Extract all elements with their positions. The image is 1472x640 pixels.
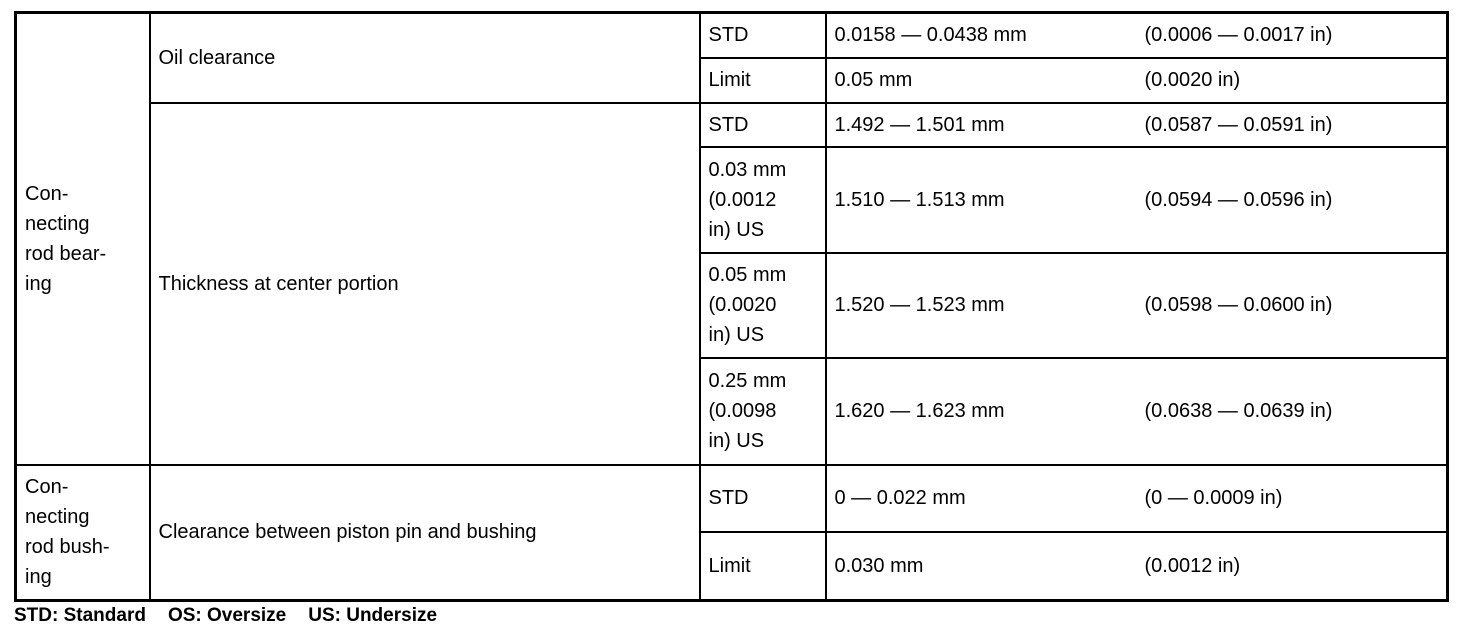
spec-pin-bushing-clearance: Clearance between piston pin and bushing <box>150 465 700 601</box>
condition-cell: 0.25 mm (0.0098 in) US <box>700 358 826 465</box>
spec-oil-clearance: Oil clearance <box>150 13 700 103</box>
condition-cell: STD <box>700 103 826 147</box>
table-row <box>16 465 1448 532</box>
imperial-value: (0.0587 — 0.0591 in) <box>1144 113 1333 136</box>
imperial-value: (0.0598 — 0.0600 in) <box>1144 294 1333 316</box>
metric-value: 0.0158 — 0.0438 mm <box>834 24 1027 47</box>
condition-cell: Limit <box>700 58 826 103</box>
table-row <box>16 13 1448 58</box>
metric-value: 1.492 — 1.501 mm <box>834 113 1005 136</box>
condition-cell: STD <box>700 465 826 532</box>
legend-os: OS: Oversize <box>167 605 287 626</box>
imperial-value: (0.0006 — 0.0017 in) <box>1144 24 1333 47</box>
condition-cell: STD <box>700 13 826 58</box>
value-cell <box>826 532 1448 601</box>
spec-thickness-center: Thickness at center portion <box>150 103 700 465</box>
imperial-value: (0 — 0.0009 in) <box>1144 487 1283 509</box>
abbreviation-legend <box>14 605 459 627</box>
condition-cell: Limit <box>700 532 826 601</box>
metric-value: 0 — 0.022 mm <box>834 487 966 509</box>
value-cell <box>826 358 1448 465</box>
imperial-value: (0.0020 in) <box>1144 69 1241 91</box>
imperial-value: (0.0638 — 0.0639 in) <box>1144 400 1333 422</box>
metric-value: 1.520 — 1.523 mm <box>834 294 1005 316</box>
value-cell <box>826 58 1448 103</box>
metric-value: 1.620 — 1.623 mm <box>834 400 1005 422</box>
metric-value: 0.05 mm <box>834 69 913 91</box>
item-label: Con- necting rod bear- ing <box>25 182 107 295</box>
imperial-value: (0.0012 in) <box>1144 554 1241 577</box>
legend-us: US: Undersize <box>308 605 438 626</box>
table-row <box>16 103 1448 147</box>
item-connecting-rod-bearing <box>16 13 150 465</box>
condition-cell: 0.05 mm (0.0020 in) US <box>700 253 826 358</box>
value-cell <box>826 103 1448 147</box>
condition-cell: 0.03 mm (0.0012 in) US <box>700 147 826 253</box>
imperial-value: (0.0594 — 0.0596 in) <box>1144 188 1333 211</box>
value-cell <box>826 147 1448 253</box>
metric-value: 0.030 mm <box>834 554 924 577</box>
spec-table <box>14 11 1449 602</box>
value-cell <box>826 253 1448 358</box>
value-cell <box>826 13 1448 58</box>
metric-value: 1.510 — 1.513 mm <box>834 188 1005 211</box>
item-label: Con- necting rod bush- ing <box>25 476 110 589</box>
item-connecting-rod-bushing <box>16 465 150 601</box>
legend-std: STD: Standard <box>14 605 146 626</box>
value-cell <box>826 465 1448 532</box>
